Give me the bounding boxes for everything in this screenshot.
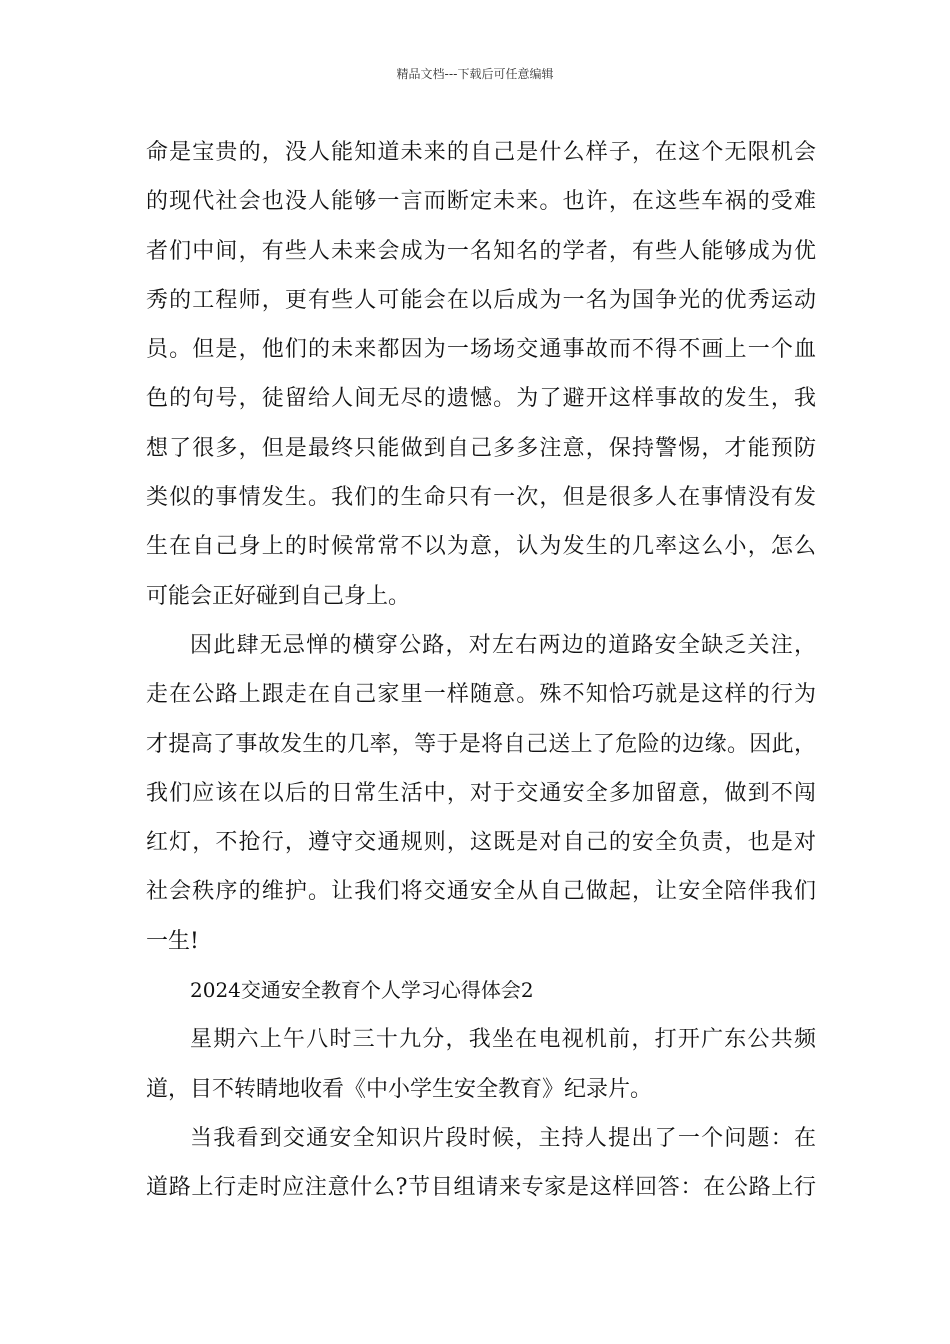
text-line: 红灯，不抢行，遵守交通规则，这既是对自己的安全负责，也是对 (146, 830, 816, 856)
text-line: 的现代社会也没人能够一言而断定未来。也许，在这些车祸的受难 (146, 189, 816, 215)
paragraph-1 (146, 128, 816, 621)
text-line: 星期六上午八时三十九分，我坐在电视机前，打开广东公共频 (190, 1027, 816, 1053)
text-line: 社会秩序的维护。让我们将交通安全从自己做起，让安全陪伴我们 (146, 879, 816, 905)
document-body (146, 128, 816, 1213)
text-line: 者们中间，有些人未来会成为一名知名的学者，有些人能够成为优 (146, 238, 816, 264)
text-line: 道，目不转睛地收看《中小学生安全教育》纪录片。 (146, 1076, 653, 1102)
text-line: 我们应该在以后的日常生活中，对于交通安全多加留意，做到不闯 (146, 780, 816, 806)
text-line: 秀的工程师，更有些人可能会在以后成为一名为国争光的优秀运动 (146, 287, 816, 313)
paragraph-4 (146, 1114, 816, 1213)
text-line: 命是宝贵的，没人能知道未来的自己是什么样子，在这个无限机会 (146, 140, 816, 165)
text-line: 生在自己身上的时候常常不以为意，认为发生的几率这么小，怎么 (146, 534, 816, 560)
text-line: 类似的事情发生。我们的生命只有一次，但是很多人在事情没有发 (146, 485, 816, 511)
paragraph-3 (146, 1015, 816, 1114)
text-line: 道路上行走时应注意什么?节目组请来专家是这样回答：在公路上行 (146, 1175, 816, 1201)
paragraph-2 (146, 621, 816, 966)
text-line: 走在公路上跟走在自己家里一样随意。殊不知恰巧就是这样的行为 (146, 682, 816, 708)
text-line: 一生! (146, 928, 199, 954)
text-line: 当我看到交通安全知识片段时候，主持人提出了一个问题：在 (190, 1125, 816, 1151)
text-line: 色的句号，徒留给人间无尽的遗憾。为了避开这样事故的发生，我 (146, 386, 816, 412)
section-heading: 2024交通安全教育个人学习心得体会2 (190, 978, 534, 1003)
text-line: 员。但是，他们的未来都因为一场场交通事故而不得不画上一个血 (146, 337, 816, 363)
text-line: 才提高了事故发生的几率，等于是将自己送上了危险的边缘。因此， (146, 731, 816, 757)
text-line: 因此肆无忌惮的横穿公路，对左右两边的道路安全缺乏关注， (190, 632, 816, 658)
text-line: 想了很多，但是最终只能做到自己多多注意，保持警惕，才能预防 (146, 435, 816, 461)
page-header: 精品文档---下载后可任意编辑 (396, 67, 554, 81)
text-line: 可能会正好碰到自己身上。 (146, 583, 411, 609)
